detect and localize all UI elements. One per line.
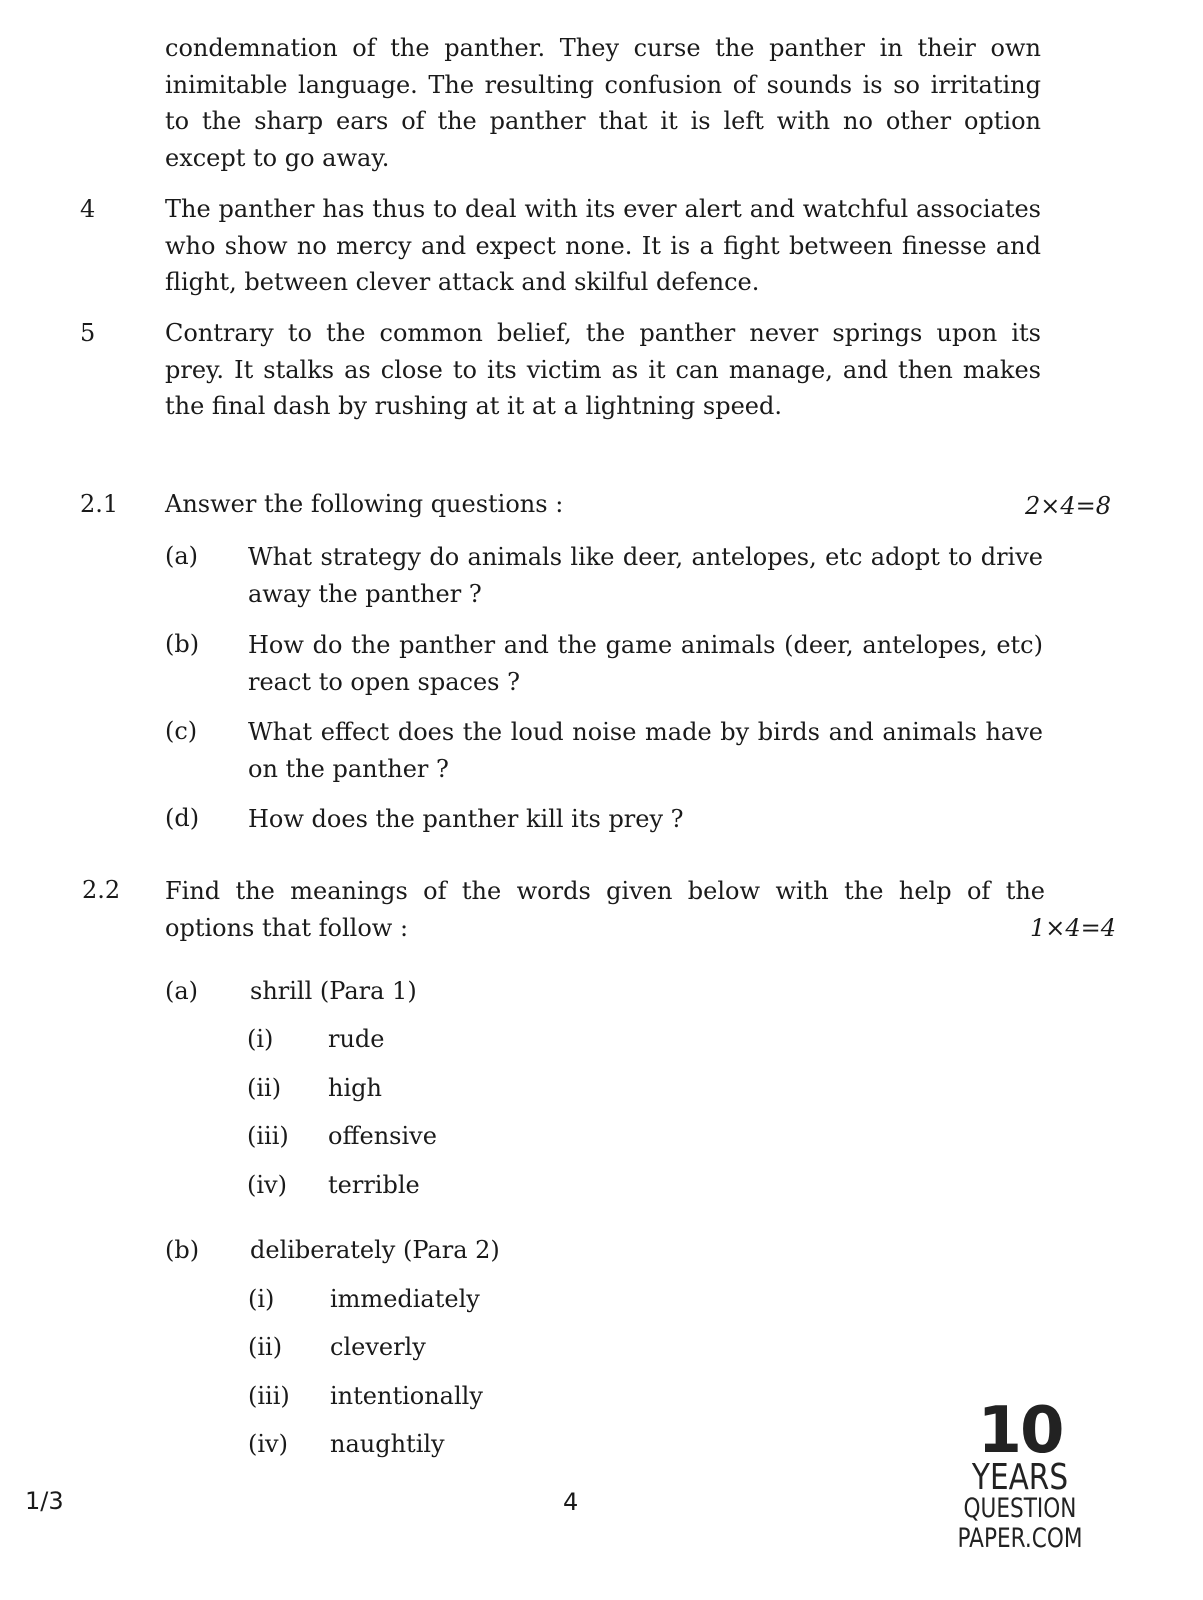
section-2-1-marks: 2×4=8 <box>1025 492 1112 520</box>
option-b-iv-number: (iv) <box>248 1430 288 1458</box>
section-number-2-2: 2.2 <box>82 876 121 904</box>
question-2-1-d: How does the panther kill its prey ? <box>248 805 684 833</box>
question-2-1-c: What effect does the loud noise made by birds and animals have on the panther ? <box>248 718 1043 783</box>
logo-years: YEARS <box>971 1457 1069 1498</box>
option-b-ii-text: cleverly <box>330 1333 426 1361</box>
question-2-1-c-label: (c) <box>165 717 198 745</box>
question-2-1-b-label: (b) <box>165 630 200 658</box>
option-b-ii-number: (ii) <box>248 1333 283 1361</box>
option-b-iv-text: naughtily <box>330 1430 445 1458</box>
question-2-1-a: What strategy do animals like deer, antelopes, etc adopt to drive away the panther ? <box>248 543 1043 608</box>
word-item-a-label: (a) <box>165 977 199 1005</box>
passage-paragraph-5: Contrary to the common belief, the panther never springs upon its prey. It stalks as close to its victim as it can manage, and then makes the final dash by rushing at it at a lightning speed. <box>165 319 1041 420</box>
paragraph-number-5: 5 <box>80 319 96 347</box>
option-a-iv-text: terrible <box>328 1171 420 1199</box>
option-a-iii-number: (iii) <box>247 1122 289 1150</box>
option-a-ii-text: high <box>328 1074 382 1102</box>
watermark-logo <box>890 1394 1150 1554</box>
option-a-ii-number: (ii) <box>247 1074 282 1102</box>
option-b-iii-text: intentionally <box>330 1382 483 1410</box>
option-a-iv-number: (iv) <box>247 1171 287 1199</box>
section-2-2-marks: 1×4=4 <box>1030 914 1117 942</box>
section-number-2-1: 2.1 <box>80 490 119 518</box>
section-2-1-instruction: Answer the following questions : <box>165 490 564 518</box>
option-a-i-number: (i) <box>247 1025 274 1053</box>
option-b-i-number: (i) <box>248 1285 275 1313</box>
word-item-b-label: (b) <box>165 1236 200 1264</box>
word-item-a: shrill (Para 1) <box>250 977 417 1005</box>
page-number: 4 <box>563 1488 579 1516</box>
option-b-i-text: immediately <box>330 1285 480 1313</box>
option-a-iii-text: offensive <box>328 1122 437 1150</box>
word-item-b: deliberately (Para 2) <box>250 1236 500 1264</box>
question-2-1-b: How do the panther and the game animals (deer, antelopes, etc) react to open spaces ? <box>248 631 1043 696</box>
option-a-i-text: rude <box>328 1025 385 1053</box>
question-2-1-d-label: (d) <box>165 804 200 832</box>
question-2-1-a-label: (a) <box>165 542 199 570</box>
logo-site: QUESTION PAPER.COM <box>957 1493 1083 1554</box>
paper-code: 1/3 <box>25 1487 64 1515</box>
passage-paragraph-4: The panther has thus to deal with its ever alert and watchful associates who show no mercy and expect none. It is a fight between finesse and flight, between clever attack and skilful defence. <box>165 195 1041 296</box>
section-2-2-instruction: Find the meanings of the words given below with the help of the options that follow : <box>165 877 1045 942</box>
passage-paragraph-3-tail: condemnation of the panther. They curse the panther in their own inimitable language. The resulting confusion of sounds is so irritating to the sharp ears of the panther that it is left with no other option except to go away. <box>165 34 1041 172</box>
paragraph-number-4: 4 <box>80 195 96 223</box>
logo-number: 10 <box>977 1394 1063 1468</box>
option-b-iii-number: (iii) <box>248 1382 290 1410</box>
